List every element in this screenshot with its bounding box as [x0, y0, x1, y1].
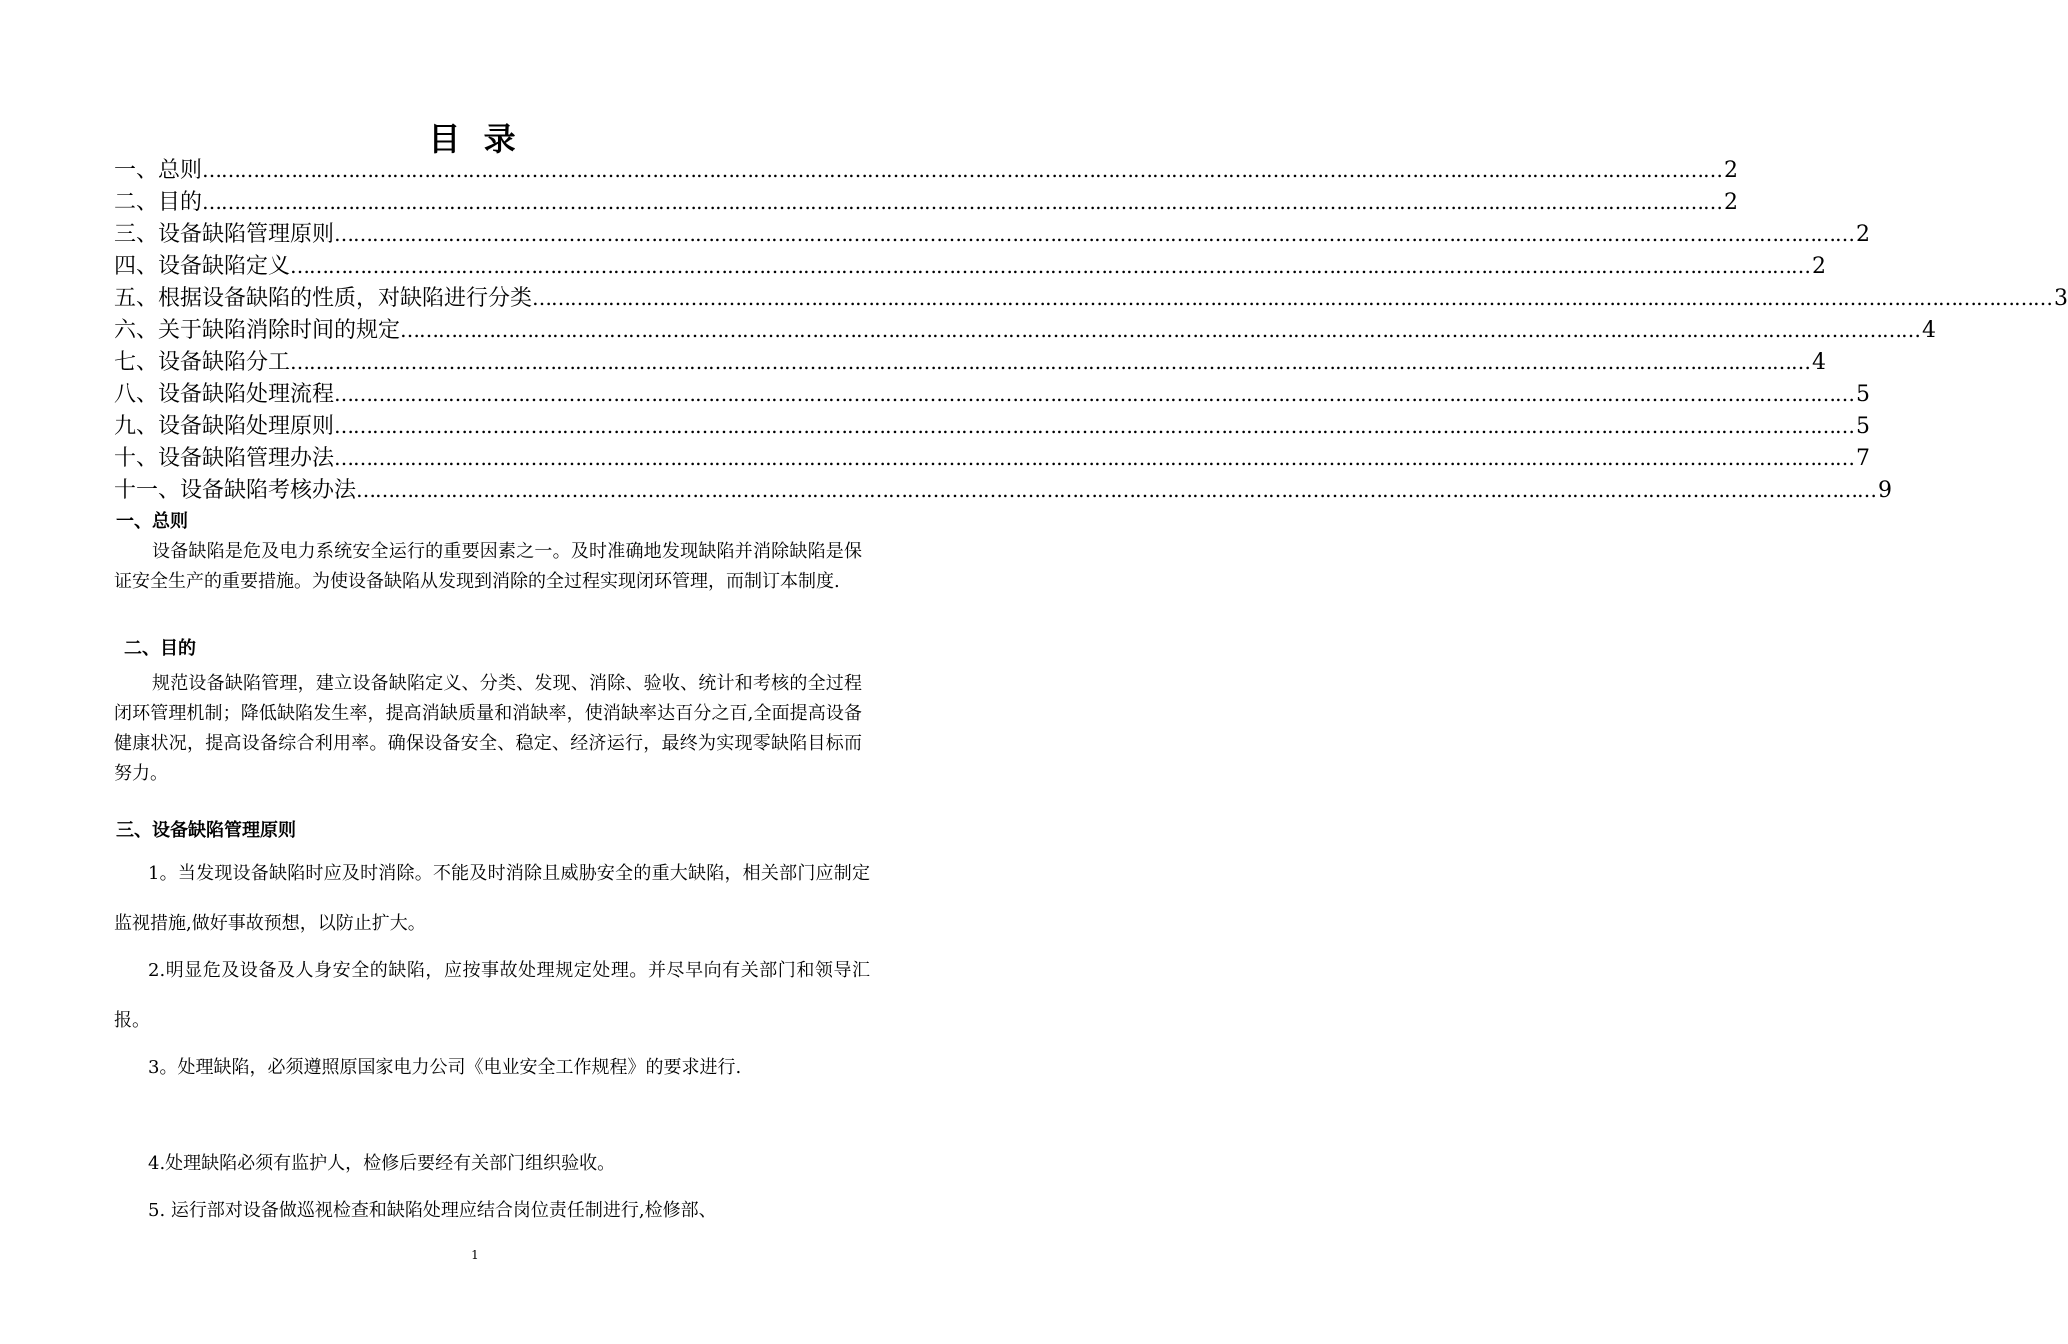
toc-title: 目 录 [428, 120, 522, 158]
section-body-general: 设备缺陷是危及电力系统安全运行的重要因素之一。及时准确地发现缺陷并消除缺陷是保证安全生产的重要措施。为使设备缺陷从发现到消除的全过程实现闭环管理，而制订本制度. [114, 541, 862, 592]
toc-leader-dots: …………………………………………………………………………………………………………………………………………………………………………………………………………………… [400, 318, 1921, 342]
toc-leader-dots: …………………………………………………………………………………………………………………………………………………………………………………………………………………… [290, 350, 1811, 374]
toc-entry-page: 4 [1922, 318, 1937, 343]
toc-leader-dots: …………………………………………………………………………………………………………………………………………………………………………………………………………………… [334, 414, 1855, 438]
toc-leader-dots: …………………………………………………………………………………………………………………………………………………………………………………………………………………… [202, 158, 1723, 182]
toc-leader-dots: …………………………………………………………………………………………………………………………………………………………………………………………………………………… [334, 446, 1855, 470]
toc-entry-label: 六、关于缺陷消除时间的规定 [114, 318, 401, 343]
toc-entry[interactable] [114, 185, 1739, 217]
toc-entry-label: 五、根据设备缺陷的性质，对缺陷进行分类 [114, 286, 533, 311]
toc-leader-dots: …………………………………………………………………………………………………………………………………………………………………………………………………………………… [202, 190, 1723, 214]
toc-entry[interactable] [114, 153, 1739, 185]
toc-entry-page: 7 [1856, 446, 1871, 471]
section-body-purpose: 规范设备缺陷管理，建立设备缺陷定义、分类、发现、消除、验收、统计和考核的全过程闭环管理机制；降低缺陷发生率，提高消缺质量和消缺率，使消缺率达百分之百,全面提高设备健康状况，提高设备综合利用率。确保设备安全、稳定、经济运行，最终为实现零缺陷目标而努力。 [114, 673, 862, 784]
toc-entry-page: 2 [1812, 254, 1827, 279]
toc-leader-dots: …………………………………………………………………………………………………………………………………………………………………………………………………………………… [356, 478, 1877, 502]
page-number: 1 [471, 1248, 479, 1262]
toc-entry-page: 9 [1878, 478, 1893, 503]
principle-item: 5. 运行部对设备做巡视检查和缺陷处理应结合岗位责任制进行,检修部、 [148, 1200, 717, 1221]
principle-item: 3。处理缺陷，必须遵照原国家电力公司《电业安全工作规程》的要求进行. [148, 1057, 742, 1078]
toc-leader-dots: …………………………………………………………………………………………………………………………………………………………………………………………………………………… [290, 254, 1811, 278]
principle-item: 4.处理缺陷必须有监护人，检修后要经有关部门组织验收。 [148, 1153, 616, 1174]
toc-entry[interactable] [114, 281, 2068, 313]
toc-entry-label: 八、设备缺陷处理流程 [114, 382, 335, 407]
toc-entry-label: 七、设备缺陷分工 [114, 350, 291, 375]
toc-entry-label: 九、设备缺陷处理原则 [114, 414, 335, 439]
toc-entry-page: 4 [1812, 350, 1827, 375]
toc-entry-page: 5 [1856, 382, 1871, 407]
toc-entry-page: 2 [1724, 158, 1739, 183]
toc-leader-dots: …………………………………………………………………………………………………………………………………………………………………………………………………………………… [334, 382, 1855, 406]
toc-entry[interactable] [114, 377, 1871, 409]
toc-entry[interactable] [114, 313, 1937, 345]
toc-entry-page: 3 [2054, 286, 2068, 311]
toc-entry-label: 十、设备缺陷管理办法 [114, 446, 335, 471]
section-heading-principles: 三、设备缺陷管理原则 [116, 820, 296, 841]
toc-entry[interactable] [114, 249, 1827, 281]
table-of-contents [114, 153, 2068, 505]
toc-leader-dots: …………………………………………………………………………………………………………………………………………………………………………………………………………………… [532, 286, 2053, 310]
toc-entry-page: 2 [1724, 190, 1739, 215]
section-heading-general: 一、总则 [116, 511, 188, 532]
toc-leader-dots: …………………………………………………………………………………………………………………………………………………………………………………………………………………… [334, 222, 1855, 246]
toc-entry-label: 二、目的 [114, 190, 203, 215]
toc-entry[interactable] [114, 473, 1893, 505]
principle-item: 1。当发现设备缺陷时应及时消除。不能及时消除且威胁安全的重大缺陷，相关部门应制定监视措施,做好事故预想，以防止扩大。 [114, 863, 870, 934]
toc-entry[interactable] [114, 409, 1871, 441]
toc-entry-label: 十一、设备缺陷考核办法 [114, 478, 357, 503]
toc-entry[interactable] [114, 345, 1827, 377]
toc-entry-label: 四、设备缺陷定义 [114, 254, 291, 279]
principle-item: 2.明显危及设备及人身安全的缺陷，应按事故处理规定处理。并尽早向有关部门和领导汇报。 [114, 960, 870, 1031]
toc-entry-label: 三、设备缺陷管理原则 [114, 222, 335, 247]
toc-entry-label: 一、总则 [114, 158, 203, 183]
toc-entry[interactable] [114, 217, 1871, 249]
toc-entry-page: 2 [1856, 222, 1871, 247]
toc-entry-page: 5 [1856, 414, 1871, 439]
toc-entry[interactable] [114, 441, 1871, 473]
section-heading-purpose: 二、目的 [124, 638, 196, 659]
